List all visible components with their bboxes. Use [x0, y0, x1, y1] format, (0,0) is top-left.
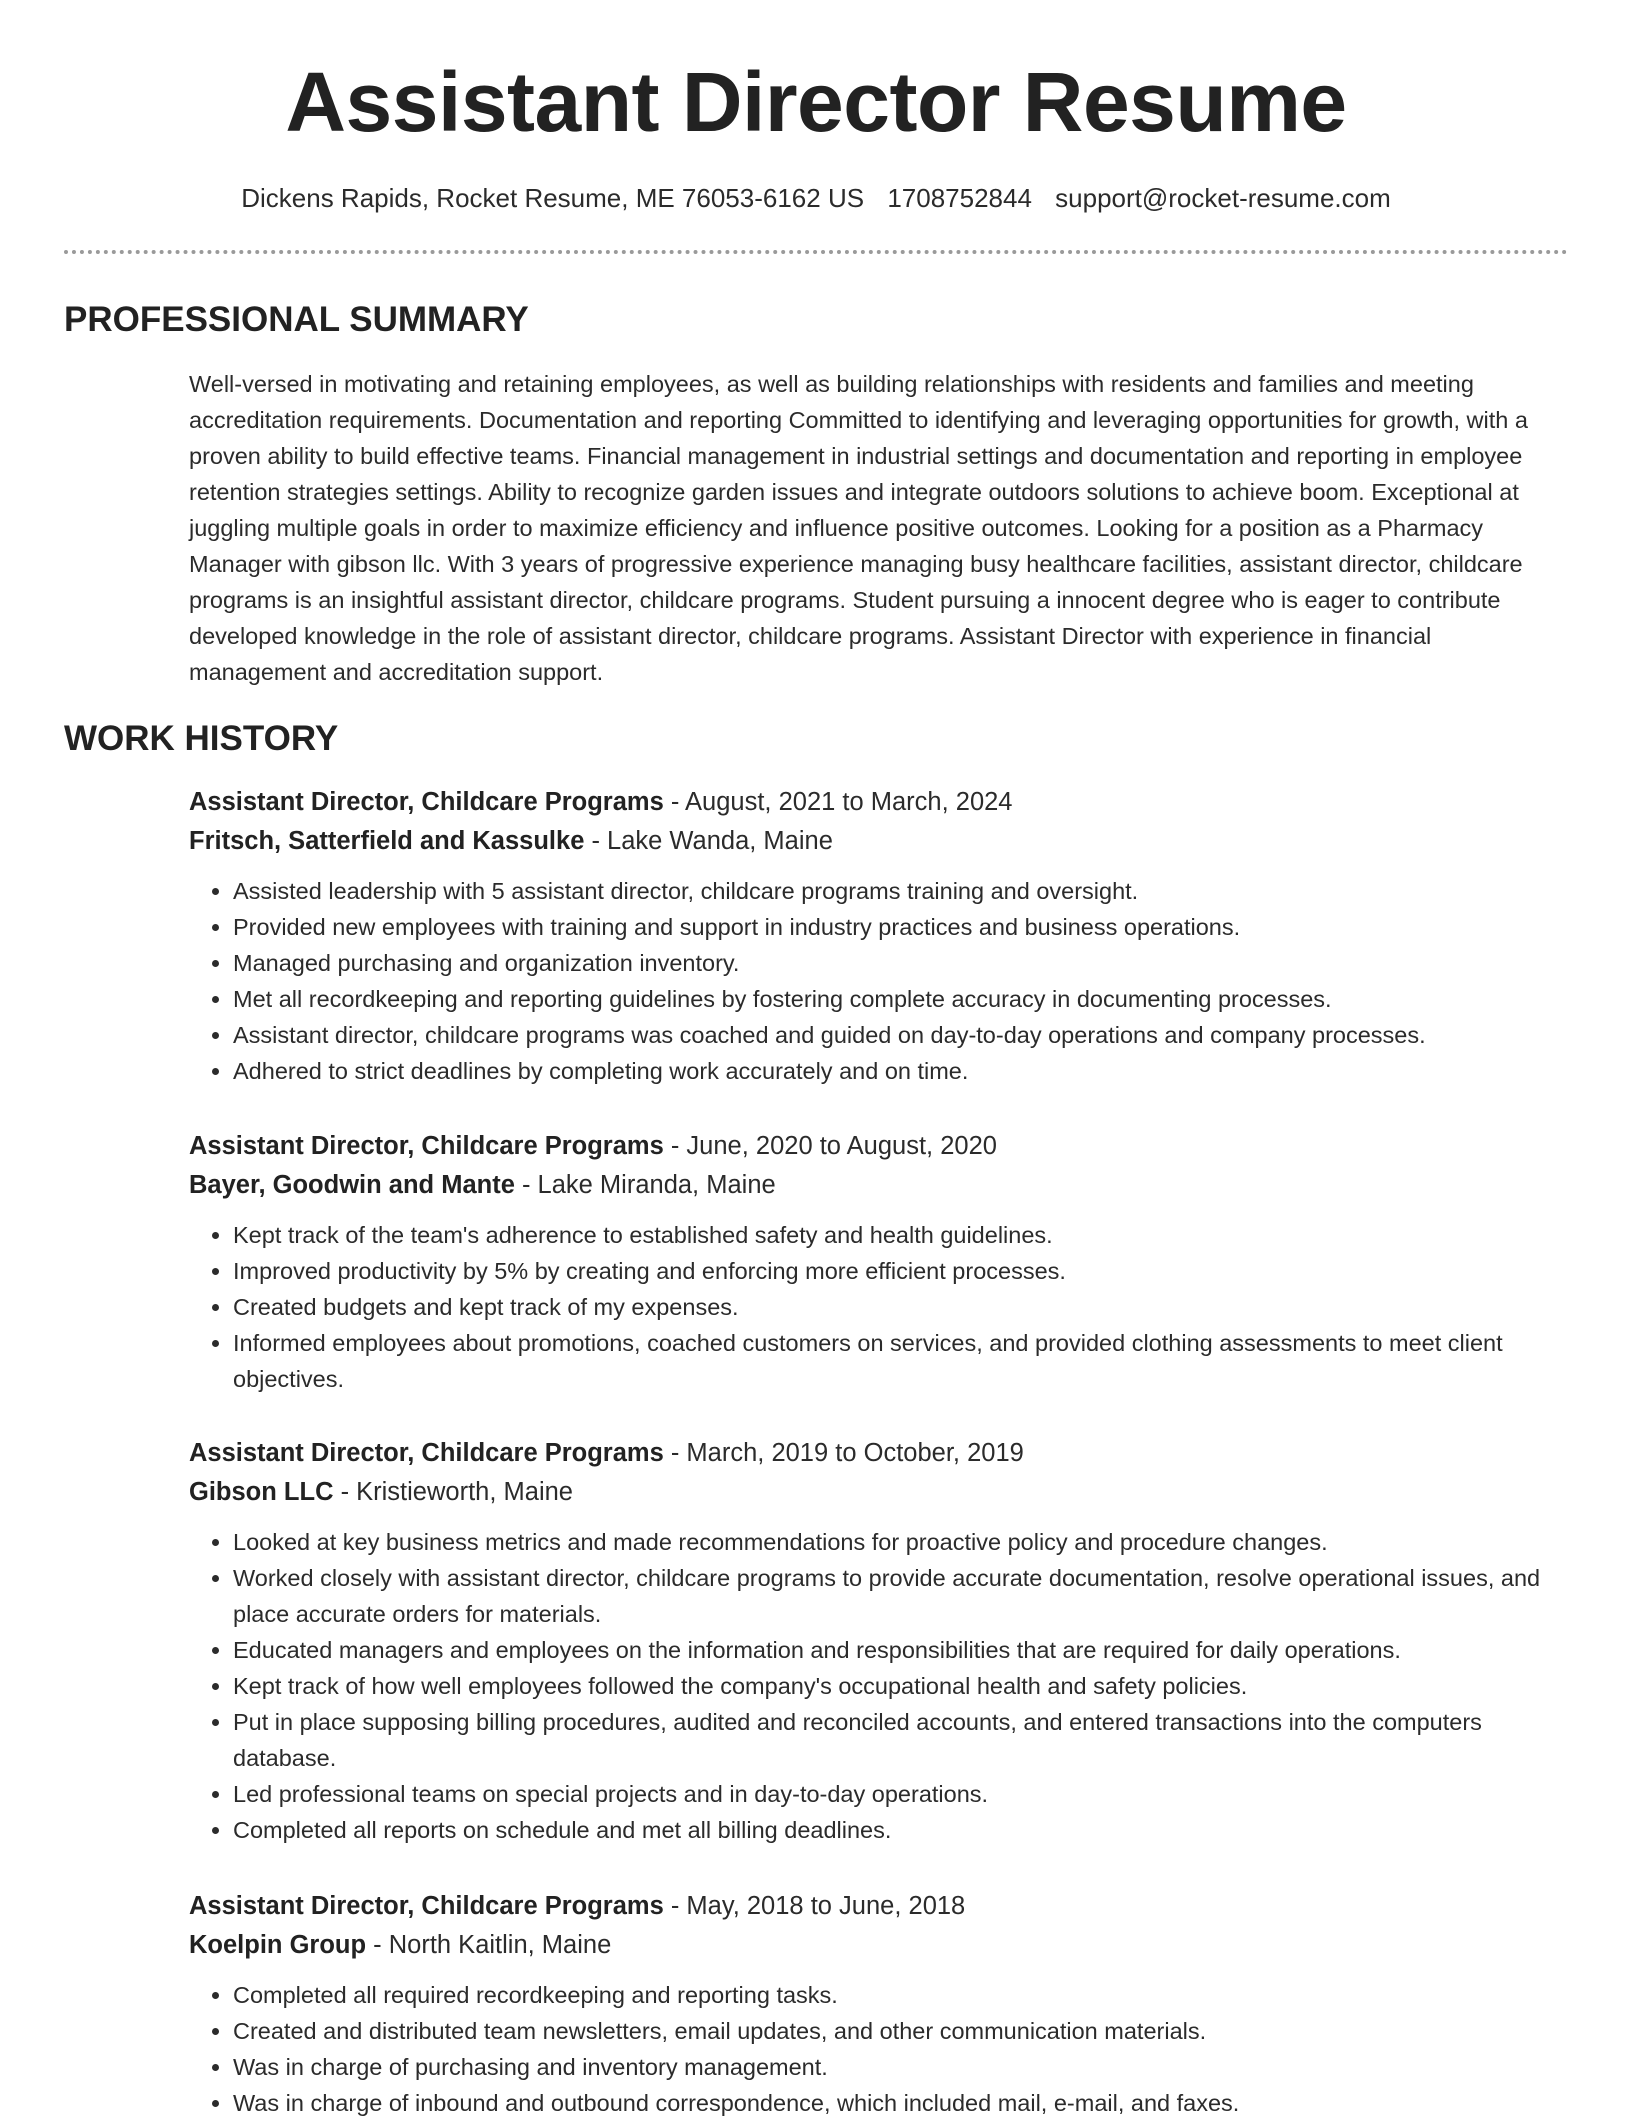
job-bullet: • Put in place supposing billing procedures, audited and reconciled accounts, and entered transactions into the computers database.	[233, 1704, 1569, 1776]
job-company: Gibson LLC	[189, 1478, 334, 1506]
job-company: Koelpin Group	[189, 1931, 367, 1959]
job-bullet: • Was in charge of purchasing and inventory management.	[233, 2049, 1569, 2085]
job-bullet: • Educated managers and employees on the information and responsibilities that are required for daily operations.	[233, 1632, 1569, 1668]
job-company-line	[189, 822, 1569, 861]
job-title-line	[189, 1887, 1569, 1926]
job-title: Assistant Director, Childcare Programs	[189, 1892, 664, 1920]
job-bullet: • Informed employees about promotions, coached customers on services, and provided clothing assessments to meet client objectives.	[233, 1325, 1569, 1397]
contact-address: Dickens Rapids, Rocket Resume, ME 76053-6162 US	[241, 183, 865, 213]
page-title: Assistant Director Resume	[285, 55, 1347, 149]
job-bullets	[189, 873, 1569, 1089]
job-bullets	[189, 1977, 1569, 2121]
job-location: - Lake Miranda, Maine	[514, 1171, 776, 1199]
summary-text: Well-versed in motivating and retaining employees, as well as building relationships with residents and families and meeting accreditation requirements. Documentation and reporting Committed to identifying and leveraging opportunities for growth, with a proven ability to build effective teams. Financial management in industrial settings and documentation and reporting in employee retention strategies settings. Ability to recognize garden issues and integrate outdoors solutions to achieve boom. Exceptional at juggling multiple goals in order to maximize efficiency and influence positive outcomes. Looking for a position as a Pharmacy Manager with gibson llc. With 3 years of progressive experience managing busy healthcare facilities, assistant director, childcare programs is an insightful assistant director, childcare programs. Student pursuing a innocent degree who is eager to contribute developed knowledge in the role of assistant director, childcare programs. Assistant Director with experience in financial management and accreditation support.	[189, 371, 1528, 685]
job-bullet: • Met all recordkeeping and reporting guidelines by fostering complete accuracy in documenting processes.	[233, 981, 1569, 1017]
contact-email: support@rocket-resume.com	[1055, 183, 1391, 213]
job-bullet: • Managed purchasing and organization inventory.	[233, 945, 1569, 981]
job-entry	[189, 1887, 1569, 2121]
summary-heading: PROFESSIONAL SUMMARY	[64, 300, 529, 339]
job-company-line	[189, 1166, 1569, 1205]
job-bullet: • Completed all reports on schedule and met all billing deadlines.	[233, 1812, 1569, 1848]
job-title-line	[189, 1434, 1569, 1473]
job-dates: - August, 2021 to March, 2024	[663, 788, 1013, 816]
job-bullet: • Improved productivity by 5% by creating and enforcing more efficient processes.	[233, 1253, 1569, 1289]
contact-phone: 1708752844	[887, 183, 1032, 213]
job-dates: - May, 2018 to June, 2018	[663, 1892, 966, 1920]
job-title-line	[189, 1127, 1569, 1166]
job-bullet: • Created budgets and kept track of my expenses.	[233, 1289, 1569, 1325]
job-location: - Lake Wanda, Maine	[584, 827, 833, 855]
contact-info	[0, 180, 1632, 216]
job-entry	[189, 1434, 1569, 1848]
job-entry	[189, 783, 1569, 1089]
job-company: Bayer, Goodwin and Mante	[189, 1171, 515, 1199]
job-location: - Kristieworth, Maine	[333, 1478, 573, 1506]
job-bullet: • Adhered to strict deadlines by completing work accurately and on time.	[233, 1053, 1569, 1089]
job-bullets	[189, 1217, 1569, 1397]
job-location: - North Kaitlin, Maine	[366, 1931, 612, 1959]
job-company-line	[189, 1473, 1569, 1512]
job-company: Fritsch, Satterfield and Kassulke	[189, 827, 585, 855]
job-bullet: • Was in charge of inbound and outbound correspondence, which included mail, e-mail, and faxes.	[233, 2085, 1569, 2121]
job-bullet: • Worked closely with assistant director, childcare programs to provide accurate documentation, resolve operational issues, and place accurate orders for materials.	[233, 1560, 1569, 1632]
job-bullet: • Provided new employees with training and support in industry practices and business operations.	[233, 909, 1569, 945]
job-dates: - March, 2019 to October, 2019	[663, 1439, 1024, 1467]
job-title: Assistant Director, Childcare Programs	[189, 1132, 664, 1160]
job-bullet: • Created and distributed team newsletters, email updates, and other communication materials.	[233, 2013, 1569, 2049]
job-bullet: • Assisted leadership with 5 assistant director, childcare programs training and oversight.	[233, 873, 1569, 909]
job-bullet: • Kept track of the team's adherence to established safety and health guidelines.	[233, 1217, 1569, 1253]
job-company-line	[189, 1926, 1569, 1965]
job-bullets	[189, 1524, 1569, 1848]
work-history-heading: WORK HISTORY	[64, 719, 339, 758]
header-divider	[64, 250, 1568, 254]
job-bullet: • Looked at key business metrics and made recommendations for proactive policy and procedure changes.	[233, 1524, 1569, 1560]
job-title-line	[189, 783, 1569, 822]
job-title: Assistant Director, Childcare Programs	[189, 1439, 664, 1467]
job-bullet: • Led professional teams on special projects and in day-to-day operations.	[233, 1776, 1569, 1812]
job-bullet: • Completed all required recordkeeping and reporting tasks.	[233, 1977, 1569, 2013]
job-entry	[189, 1127, 1569, 1397]
job-bullet: • Kept track of how well employees followed the company's occupational health and safety policies.	[233, 1668, 1569, 1704]
job-bullet: • Assistant director, childcare programs was coached and guided on day-to-day operations and company processes.	[233, 1017, 1569, 1053]
job-title: Assistant Director, Childcare Programs	[189, 788, 664, 816]
job-dates: - June, 2020 to August, 2020	[663, 1132, 997, 1160]
